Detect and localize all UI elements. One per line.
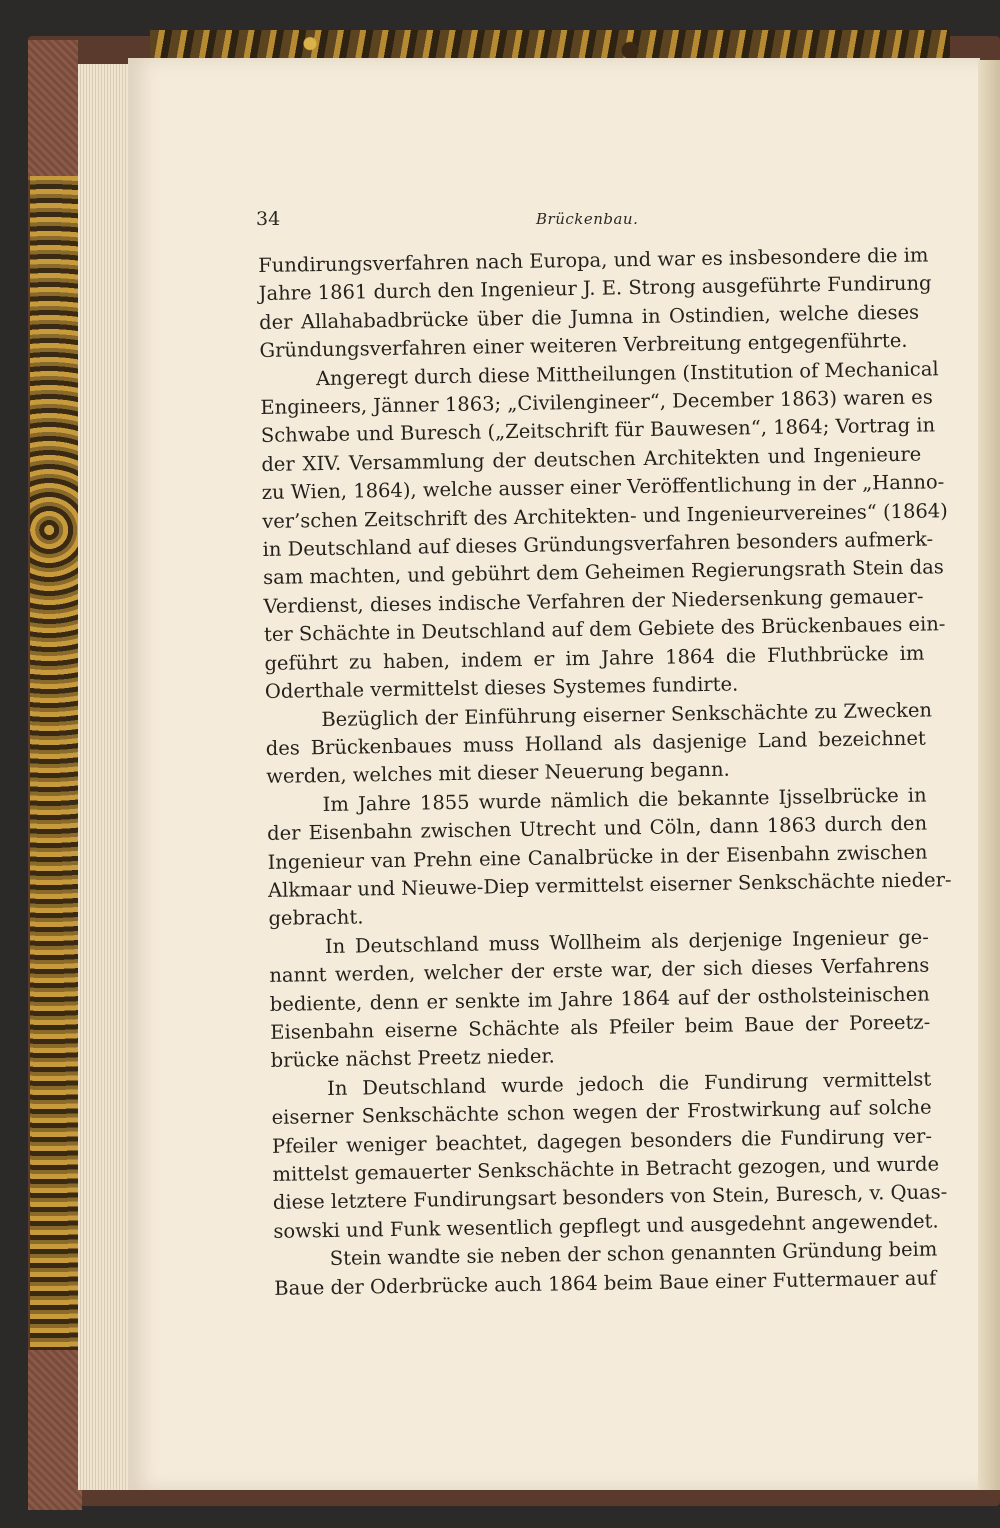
- text-line: Stein wandte sie neben der schon genannten Gründung beim: [329, 1237, 938, 1271]
- text-line: nannt werden, welcher der erste war, der sich dieses Verfahrens: [269, 953, 930, 988]
- marbled-board-left: [30, 176, 78, 1356]
- text-line: ver’schen Zeitschrift des Architekten- und Ingenieurvereines“ (1864): [262, 498, 948, 533]
- text-line: der Allahabadbrücke über die Jumna in Ostindien, welche dieses: [258, 300, 920, 334]
- text-line: Im Jahre 1855 wurde nämlich die bekannte Ijsselbrücke in: [322, 783, 927, 816]
- text-line: zu Wien, 1864), welche ausser einer Veröffentlichung in der „Hanno-: [261, 470, 945, 505]
- text-line: gebracht.: [268, 905, 364, 931]
- text-line: Eisenbahn eiserne Schächte als Pfeiler beim Baue der Poreetz-: [270, 1010, 931, 1044]
- text-line: Engineers, Jänner 1863; „Civilengineer“, December 1863) waren es: [260, 385, 933, 420]
- text-line: werden, welches mit dieser Neuerung begann.: [266, 757, 730, 789]
- text-line: Verdienst, dieses indische Verfahren der Niedersenkung gemauer-: [263, 584, 924, 618]
- text-line: Bezüglich der Einführung eiserner Senkschächte zu Zwecken: [321, 697, 933, 731]
- page-header: [256, 208, 916, 238]
- text-line: in Deutschland auf dieses Gründungsverfahren besonders aufmerk-: [262, 527, 934, 562]
- text-line: Ingenieur van Prehn eine Canalbrücke in der Eisenbahn zwischen: [267, 840, 928, 874]
- text-line: Baue der Oderbrücke auch 1864 beim Baue einer Futtermauer auf: [274, 1266, 937, 1300]
- text-line: Fundirungsverfahren nach Europa, und war es insbesondere die im: [258, 243, 929, 277]
- text-line: Alkmaar und Nieuwe-Diep vermittelst eiserner Senkschächte nieder-: [267, 868, 952, 902]
- text-line: diese letztere Fundirungsart besonders von Stein, Buresch, v. Quas-: [272, 1180, 948, 1215]
- text-line: In Deutschland muss Wollheim als derjenige Ingenieur ge-: [324, 925, 930, 958]
- body-text: [258, 242, 952, 1303]
- text-line: des Brückenbaues muss Holland als dasjenige Land bezeichnet: [265, 726, 926, 760]
- text-line: Jahre 1861 durch den Ingenieur J. E. Strong ausgeführte Fundirung: [258, 271, 932, 306]
- text-line: bediente, denn er senkte im Jahre 1864 auf der ostholsteinischen: [269, 982, 930, 1016]
- cloth-binding-bottom: [28, 1350, 82, 1510]
- text-line: eiserner Senkschächte schon wegen der Frostwirkung auf solche: [271, 1095, 932, 1130]
- text-line: In Deutschland wurde jedoch die Fundirung vermittelst: [326, 1067, 932, 1100]
- text-line: Gründungsverfahren einer weiteren Verbreitung entgegenführte.: [259, 329, 908, 363]
- text-line: geführt zu haben, indem er im Jahre 1864 die Fluthbrücke im: [264, 641, 925, 675]
- running-title: Brückenbau.: [536, 210, 639, 228]
- text-line: Oderthale vermittelst dieses Systemes fundirte.: [264, 672, 739, 704]
- text-line: brücke nächst Preetz nieder.: [270, 1044, 555, 1073]
- text-line: ter Schächte in Deutschland auf dem Gebiete des Brückenbaues ein-: [263, 612, 946, 647]
- text-line: mittelst gemauerter Senkschächte in Betracht gezogen, und wurde: [272, 1152, 940, 1186]
- page-edges: [78, 64, 130, 1490]
- page-number: 34: [256, 208, 281, 230]
- text-line: der Eisenbahn zwischen Utrecht und Cöln, dann 1863 durch den: [266, 811, 928, 846]
- text-line: Angeregt durch diese Mittheilungen (Institution of Mechanical: [315, 356, 939, 390]
- text-line: Schwabe und Buresch („Zeitschrift für Bauwesen“, 1864; Vortrag in: [260, 413, 936, 448]
- cloth-binding-top: [28, 40, 78, 180]
- text-line: der XIV. Versammlung der deutschen Architekten und Ingenieure: [261, 442, 922, 476]
- text-line: Pfeiler weniger beachtet, dagegen besonders die Fundirung ver-: [271, 1124, 933, 1158]
- page-right-edge: [978, 60, 1000, 1490]
- text-line: sowski und Funk wesentlich gepflegt und ausgedehnt angewendet.: [273, 1209, 939, 1243]
- text-line: sam machten, und gebührt dem Geheimen Regierungsrath Stein das: [262, 555, 944, 590]
